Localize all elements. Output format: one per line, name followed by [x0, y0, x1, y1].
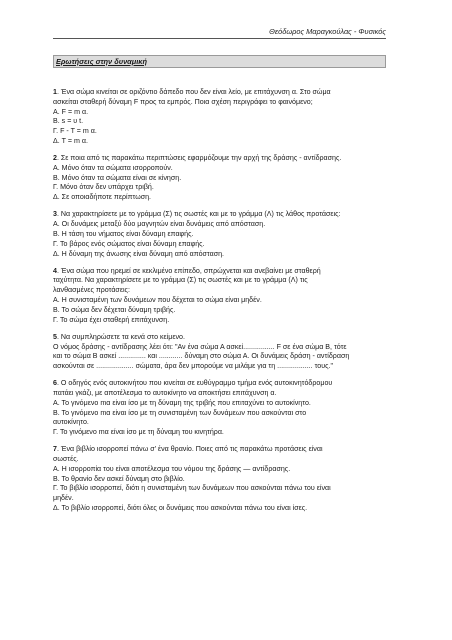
answer-option: Γ. F - T = m α.	[53, 127, 97, 136]
question-stem-line	[53, 389, 389, 399]
question-stem-line	[53, 98, 389, 108]
answer-option: Α. Μόνο όταν τα σώματα ισορροπούν.	[53, 163, 173, 172]
question-stem-line: 5. Να συμπληρώσετε τα κενά στο κείμενο.	[53, 332, 185, 341]
question-1	[53, 88, 389, 147]
answer-option: Β. Το θρανίο δεν ασκεί δύναμη στο βιβλίο.	[53, 474, 185, 483]
answer-option: Γ. Το γινόμενο mα είναι ίσο με τη δύναμη του κινητήρα.	[53, 428, 224, 437]
question-stem-line: 3. Να χαρακτηρίσετε με το γράμμα (Σ) τις σωστές και με το γράμμα (Λ) τις λάθος προτάσεις:	[53, 210, 341, 219]
question-number: 3	[53, 210, 57, 219]
question-stem-text: Να συμπληρώσετε τα κενά στο κείμενο.	[60, 332, 185, 341]
question-stem-line: 6. Ο οδηγός ενός αυτοκινήτου που κινείται σε ευθύγραμμο τμήμα ενός αυτοκινητόδρομου	[53, 379, 333, 388]
questions-list	[53, 88, 389, 521]
answer-option: Γ. Μόνο όταν δεν υπάρχει τριβή.	[53, 183, 154, 192]
question-number: 2	[53, 154, 57, 163]
answer-option: μηδέν.	[53, 494, 74, 503]
answer-option: Γ. Το βιβλίο ισορροπεί, διότι η συνισταμένη των δυνάμεων που ασκούνται πάνω του είναι	[53, 484, 331, 493]
question-stem-text: Ένα σώμα κινείται σε οριζόντιο δάπεδο που δεν είναι λείο, με επιτάχυνση α. Στο σώμα	[60, 88, 331, 96]
question-stem-line: 2. Σε ποια από τις παρακάτω περιπτώσεις εφαρμόζουμε την αρχή της δράσης - αντίδρασης.	[53, 154, 342, 163]
question-stem-text: ταχύτητα. Να χαρακτηρίσετε με το γράμμα (Σ) τις σωστές και με το γράμμα (Λ) τις	[53, 276, 308, 285]
answer-option: Β. s = υ t.	[53, 117, 84, 126]
question-2	[53, 154, 389, 203]
question-stem-line	[53, 286, 389, 296]
question-stem-text: Να χαρακτηρίσετε με το γράμμα (Σ) τις σωστές και με το γράμμα (Λ) τις λάθος προτάσεις:	[60, 210, 341, 219]
question-stem-text: σωστές.	[53, 455, 79, 464]
question-stem-text: ασκείται σταθερή δύναμη F προς τα εμπρός. Ποια σχέση περιγράφει το φαινόμενο;	[53, 97, 313, 106]
answer-option: Δ. Σε οποιαδήποτε περίπτωση.	[53, 193, 152, 202]
question-3	[53, 210, 389, 259]
question-number: 4	[53, 266, 57, 275]
answer-option: Β. Το σώμα δεν δέχεται δύναμη τριβής.	[53, 305, 176, 314]
answer-option: Α. Το γινόμενο mα είναι ίσο με τη δύναμη της τριβής που επιταχύνει το αυτοκίνητο.	[53, 398, 311, 407]
question-number: 1	[53, 88, 57, 96]
question-stem-line	[53, 276, 389, 286]
question-stem-line: 1. Ένα σώμα κινείται σε οριζόντιο δάπεδο που δεν είναι λείο, με επιτάχυνση α. Στο σώμα	[53, 88, 331, 96]
question-stem-text: Ένα βιβλίο ισορροπεί πάνω σ' ένα θρανίο. Ποιες από τις παρακάτω προτάσεις είναι	[60, 445, 323, 454]
question-stem-text: ασκούνται σε ................... σώματα, άρα δεν μπορούμε να μιλάμε για τη .................. τους."	[53, 362, 334, 371]
question-stem-line: 7. Ένα βιβλίο ισορροπεί πάνω σ' ένα θρανίο. Ποιες από τις παρακάτω προτάσεις είναι	[53, 445, 323, 454]
question-stem-line	[53, 352, 389, 362]
answer-option: Β. Το γινόμενο mα είναι ίσο με τη συνισταμένη των δυνάμεων που ασκούνται στο	[53, 408, 307, 417]
section-title: Ερωτήσεις στην δυναμική	[56, 57, 147, 66]
question-stem-text: λανθασμένες προτάσεις:	[53, 286, 130, 295]
question-number: 6	[53, 379, 57, 388]
question-stem-text: και το σώμα Β ασκεί .............. και ............ δύναμη στο σώμα Α. Οι δυνάμεις δράση - αντίδραση	[53, 352, 350, 361]
answer-option: Α. F = m α.	[53, 107, 89, 116]
answer-option: Γ. Το σώμα έχει σταθερή επιτάχυνση.	[53, 315, 170, 324]
question-7	[53, 445, 389, 514]
answer-option: αυτοκίνητο.	[53, 418, 89, 427]
answer-option: Α. Η ισορροπία του είναι αποτέλεσμα του νόμου της δράσης — αντίδρασης.	[53, 464, 291, 473]
answer-option: Β. Μόνο όταν τα σώματα είναι σε κίνηση.	[53, 173, 182, 182]
question-number: 7	[53, 445, 57, 454]
question-number: 5	[53, 332, 57, 341]
question-stem-line	[53, 455, 389, 465]
question-5	[53, 333, 389, 372]
answer-option: Γ. Το βάρος ενός σώματος είναι δύναμη επαφής.	[53, 239, 205, 248]
question-stem-text: Σε ποια από τις παρακάτω περιπτώσεις εφαρμόζουμε την αρχή της δράσης - αντίδρασης.	[60, 154, 342, 163]
answer-option: Δ. T = m α.	[53, 136, 88, 145]
header-divider	[53, 38, 386, 39]
question-6	[53, 379, 389, 438]
answer-option: Α. Οι δυνάμεις μεταξύ δύο μαγνητών είναι δυνάμεις από απόσταση.	[53, 220, 266, 229]
answer-option: Δ. Η δύναμη της άνωσης είναι δύναμη από απόσταση.	[53, 249, 225, 258]
answer-option: Δ. Το βιβλίο ισορροπεί, διότι όλες οι δυνάμεις που ασκούνται πάνω του είναι ίσες.	[53, 504, 308, 513]
question-4	[53, 267, 389, 326]
section-heading-box	[53, 55, 386, 68]
question-stem-line	[53, 343, 389, 353]
answer-option: Β. Η τάση του νήματος είναι δύναμη επαφής.	[53, 229, 194, 238]
question-stem-line	[53, 362, 389, 372]
question-stem-text: Ο οδηγός ενός αυτοκινήτου που κινείται σε ευθύγραμμο τμήμα ενός αυτοκινητόδρομου	[60, 379, 333, 388]
answer-option: Α. Η συνισταμένη των δυνάμεων που δέχεται το σώμα είναι μηδέν.	[53, 296, 262, 305]
question-stem-line: 4. Ένα σώμα που ηρεμεί σε κεκλιμένο επίπεδο, σπρώχνεται και ανεβαίνει με σταθερή	[53, 266, 321, 275]
question-stem-text: πατάει γκάζι, με αποτέλεσμα το αυτοκίνητο να αποκτήσει επιτάχυνση α.	[53, 389, 277, 397]
page-header-author: Θεόδωρος Μαραγκούλας - Φυσικός	[269, 27, 386, 36]
question-stem-text: Ένα σώμα που ηρεμεί σε κεκλιμένο επίπεδο, σπρώχνεται και ανεβαίνει με σταθερή	[60, 266, 321, 275]
question-stem-text: Ο νόμος δράσης - αντίδρασης λέει ότι: "Αν ένα σώμα Α ασκεί................ F σε ένα σώμα Β, τότε	[53, 342, 347, 351]
